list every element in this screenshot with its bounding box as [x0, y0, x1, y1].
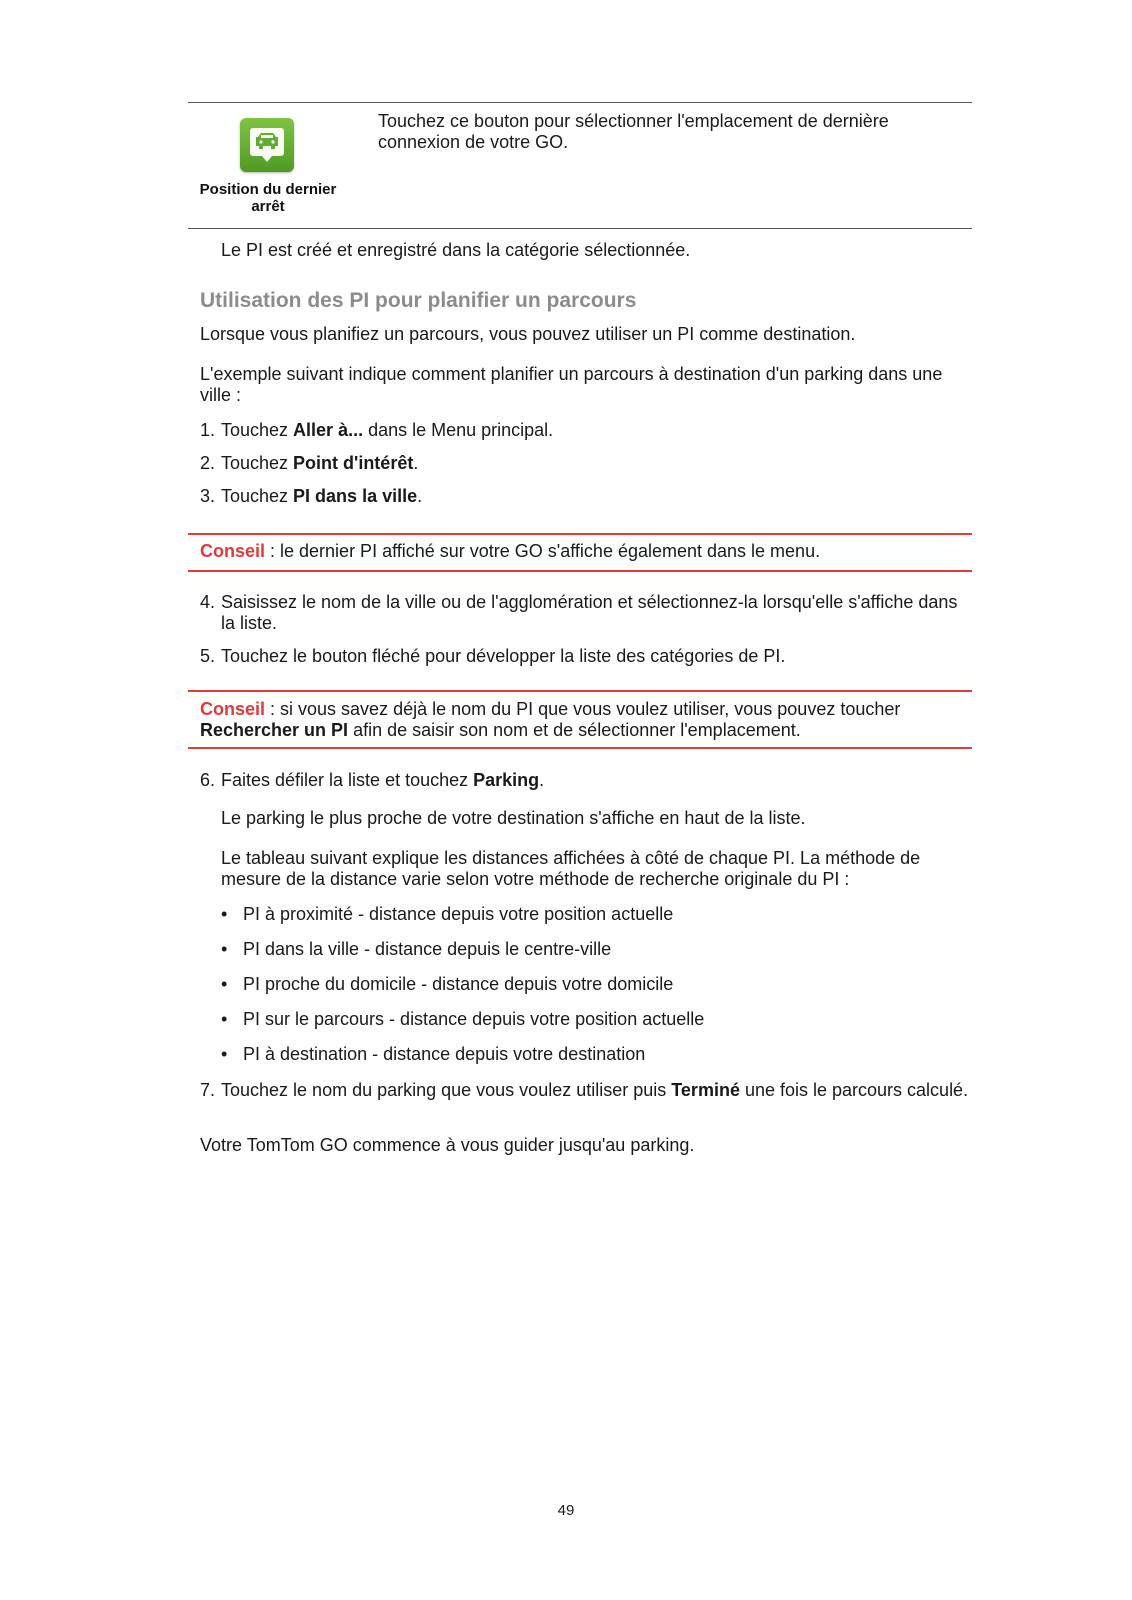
example-paragraph: L'exemple suivant indique comment planifier un parcours à destination d'un parking dans une ville : — [200, 364, 943, 405]
bullet-item: • PI à destination - distance depuis votre destination — [221, 1044, 646, 1064]
bullet-item: • PI à proximité - distance depuis votre position actuelle — [221, 904, 674, 924]
bullet-icon: • — [221, 1009, 228, 1029]
button-description: Touchez ce bouton pour sélectionner l'emplacement de dernière connexion de votre GO. — [378, 111, 889, 152]
bullet-icon: • — [221, 939, 228, 959]
step-note: Le parking le plus proche de votre destination s'affiche en haut de la liste. — [221, 808, 806, 828]
bullet-icon: • — [221, 974, 228, 994]
list-item: 4. — [200, 592, 216, 612]
list-item: 1. Touchez Aller à... dans le Menu principal. — [200, 420, 554, 440]
button-label: Position du dernier arrêt — [199, 181, 337, 215]
after-table-text: Le PI est créé et enregistré dans la catégorie sélectionnée. — [221, 240, 691, 260]
tip-label: Conseil — [200, 699, 266, 719]
button-description-table — [188, 102, 972, 229]
tip-box — [188, 533, 972, 572]
list-item-text: Saisissez le nom de la ville ou de l'agglomération et sélectionnez-la lorsqu'elle s'affiche dans la liste. — [221, 592, 958, 633]
page-number: 49 — [557, 1502, 575, 1519]
tip-label: Conseil — [200, 541, 266, 561]
list-item: 7. — [200, 1080, 216, 1100]
list-item: 5. Touchez le bouton fléché pour développer la liste des catégories de PI. — [200, 646, 786, 666]
parked-car-icon — [240, 118, 294, 172]
section-heading: Utilisation des PI pour planifier un parcours — [200, 289, 637, 312]
bullet-item: • PI sur le parcours - distance depuis votre position actuelle — [221, 1009, 705, 1029]
bullet-icon: • — [221, 904, 228, 924]
tip-text: : le dernier PI affiché sur votre GO s'affiche également dans le menu. — [265, 541, 821, 561]
list-item: 6. Faites défiler la liste et touchez Parking. — [200, 770, 545, 790]
bullet-item: • PI dans la ville - distance depuis le centre-ville — [221, 939, 612, 959]
list-item-text: Touchez le nom du parking que vous voulez utiliser puis Terminé une fois le parcours calculé. — [221, 1080, 969, 1100]
list-item: 3. Touchez PI dans la ville. — [200, 486, 423, 506]
bullet-item: • PI proche du domicile - distance depuis votre domicile — [221, 974, 674, 994]
intro-paragraph: Lorsque vous planifiez un parcours, vous pouvez utiliser un PI comme destination. — [200, 324, 856, 344]
list-item: 2. Touchez Point d'intérêt. — [200, 453, 419, 473]
tip-box: Conseil : si vous savez déjà le nom du PI que vous voulez utiliser, vous pouvez toucher Rechercher un PI afin de saisir son nom et de sélectionner l'emplacement. — [188, 690, 972, 749]
step-note: Le tableau suivant explique les distances affichées à côté de chaque PI. La méthode de mesure de la distance varie selon votre méthode de recherche originale du PI : — [221, 848, 921, 889]
closing-paragraph: Votre TomTom GO commence à vous guider jusqu'au parking. — [200, 1135, 695, 1155]
bullet-icon: • — [221, 1044, 228, 1064]
